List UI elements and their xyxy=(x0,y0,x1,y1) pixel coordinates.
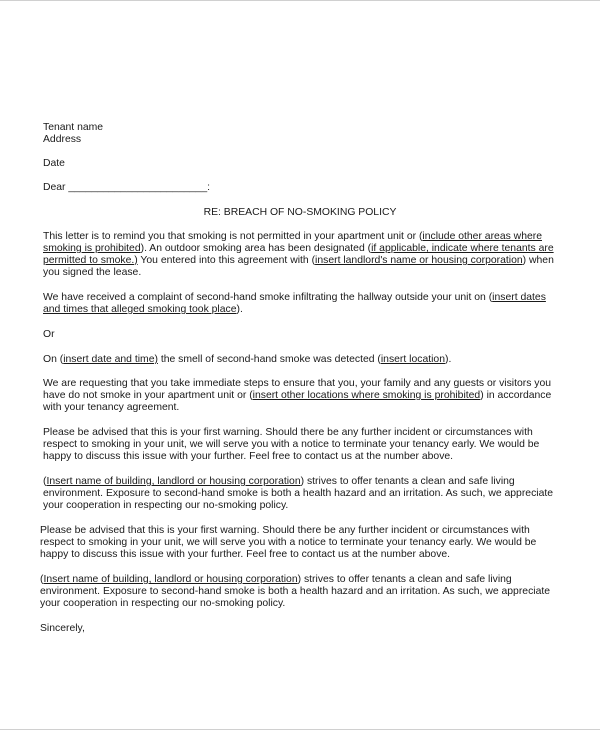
text-segment: with your tenancy agreement. xyxy=(43,402,180,413)
placeholder-text: include other areas where xyxy=(422,231,542,242)
placeholder-text: Insert name of building, landlord or housing corporation xyxy=(46,476,301,487)
text-segment: the smell of second-hand smoke was detected ( xyxy=(157,354,381,365)
text-segment: respect to smoking in your unit, we will serve you with a notice to terminate your tenancy early. We would be xyxy=(40,537,537,548)
text-segment: ) when xyxy=(522,255,554,266)
subject-line: RE: BREACH OF NO-SMOKING POLICY xyxy=(203,207,397,218)
placeholder-text: insert other locations where smoking is prohibited xyxy=(252,390,481,401)
paragraph-detected xyxy=(43,354,451,367)
text-segment: environment. Exposure to second-hand smoke is both a health hazard and an irritation. As such, we appreciate xyxy=(40,586,551,597)
date-line: Date xyxy=(43,158,65,169)
placeholder-text: permitted to smoke.) xyxy=(43,255,138,266)
text-segment: environment. Exposure to second-hand smoke is both a health hazard and an irritation. As such, we appreciate xyxy=(43,488,554,499)
text-segment: ) strives to offer tenants a clean and safe living xyxy=(297,574,512,585)
text-segment: happy to discuss this issue with your further. Feel free to contact us at the number above. xyxy=(40,549,451,560)
tenant-name-line: Tenant name xyxy=(43,122,104,133)
text-segment: Please be advised that this is your first warning. Should there be any further incident or circumstances with xyxy=(43,427,533,438)
placeholder-text: insert landlord's name or housing corporation xyxy=(315,255,523,266)
placeholder-text: insert dates xyxy=(492,292,546,303)
text-segment: We have received a complaint of second-hand smoke infiltrating the hallway outside your unit on ( xyxy=(43,292,493,303)
text-segment: your cooperation in respecting our no-smoking policy. xyxy=(43,500,289,511)
address-line: Address xyxy=(43,134,82,145)
placeholder-text: insert date and time) xyxy=(63,354,158,365)
salutation: Dear ________________________: xyxy=(43,182,210,193)
closing: Sincerely, xyxy=(40,623,85,634)
placeholder-text: smoking is prohibited xyxy=(43,243,141,254)
text-segment: you signed the lease. xyxy=(43,267,142,278)
text-segment: ) in accordance xyxy=(480,390,552,401)
text-segment: ). xyxy=(445,354,452,365)
text-segment: You entered into this agreement with ( xyxy=(137,255,316,266)
text-segment: ( xyxy=(43,476,47,487)
text-segment: ( xyxy=(40,574,44,585)
text-segment: We are requesting that you take immediate steps to ensure that you, your family and any guests or visitors you xyxy=(43,378,552,389)
text-segment: respect to smoking in your unit, we will serve you with a notice to terminate your tenancy early. We would be xyxy=(43,439,540,450)
text-segment: your cooperation in respecting our no-smoking policy. xyxy=(40,598,286,609)
placeholder-text: and times that alleged smoking took place xyxy=(43,304,237,315)
placeholder-text: Insert name of building, landlord or housing corporation xyxy=(43,574,298,585)
text-segment: ) strives to offer tenants a clean and safe living xyxy=(300,476,515,487)
text-segment: ). An outdoor smoking area has been designated ( xyxy=(140,243,372,254)
or-separator: Or xyxy=(43,329,55,340)
text-segment: Please be advised that this is your first warning. Should there be any further incident or circumstances with xyxy=(40,525,530,536)
text-segment: have do not smoke in your apartment unit or ( xyxy=(43,390,253,401)
placeholder-text: if applicable, indicate where tenants are xyxy=(371,243,554,254)
text-segment: This letter is to remind you that smoking is not permitted in your apartment unit or ( xyxy=(43,231,423,242)
text-segment: On ( xyxy=(43,354,64,365)
text-segment: ). xyxy=(236,304,243,315)
placeholder-text: insert location xyxy=(380,354,445,365)
text-segment: happy to discuss this issue with your further. Feel free to contact us at the number above. xyxy=(43,451,454,462)
